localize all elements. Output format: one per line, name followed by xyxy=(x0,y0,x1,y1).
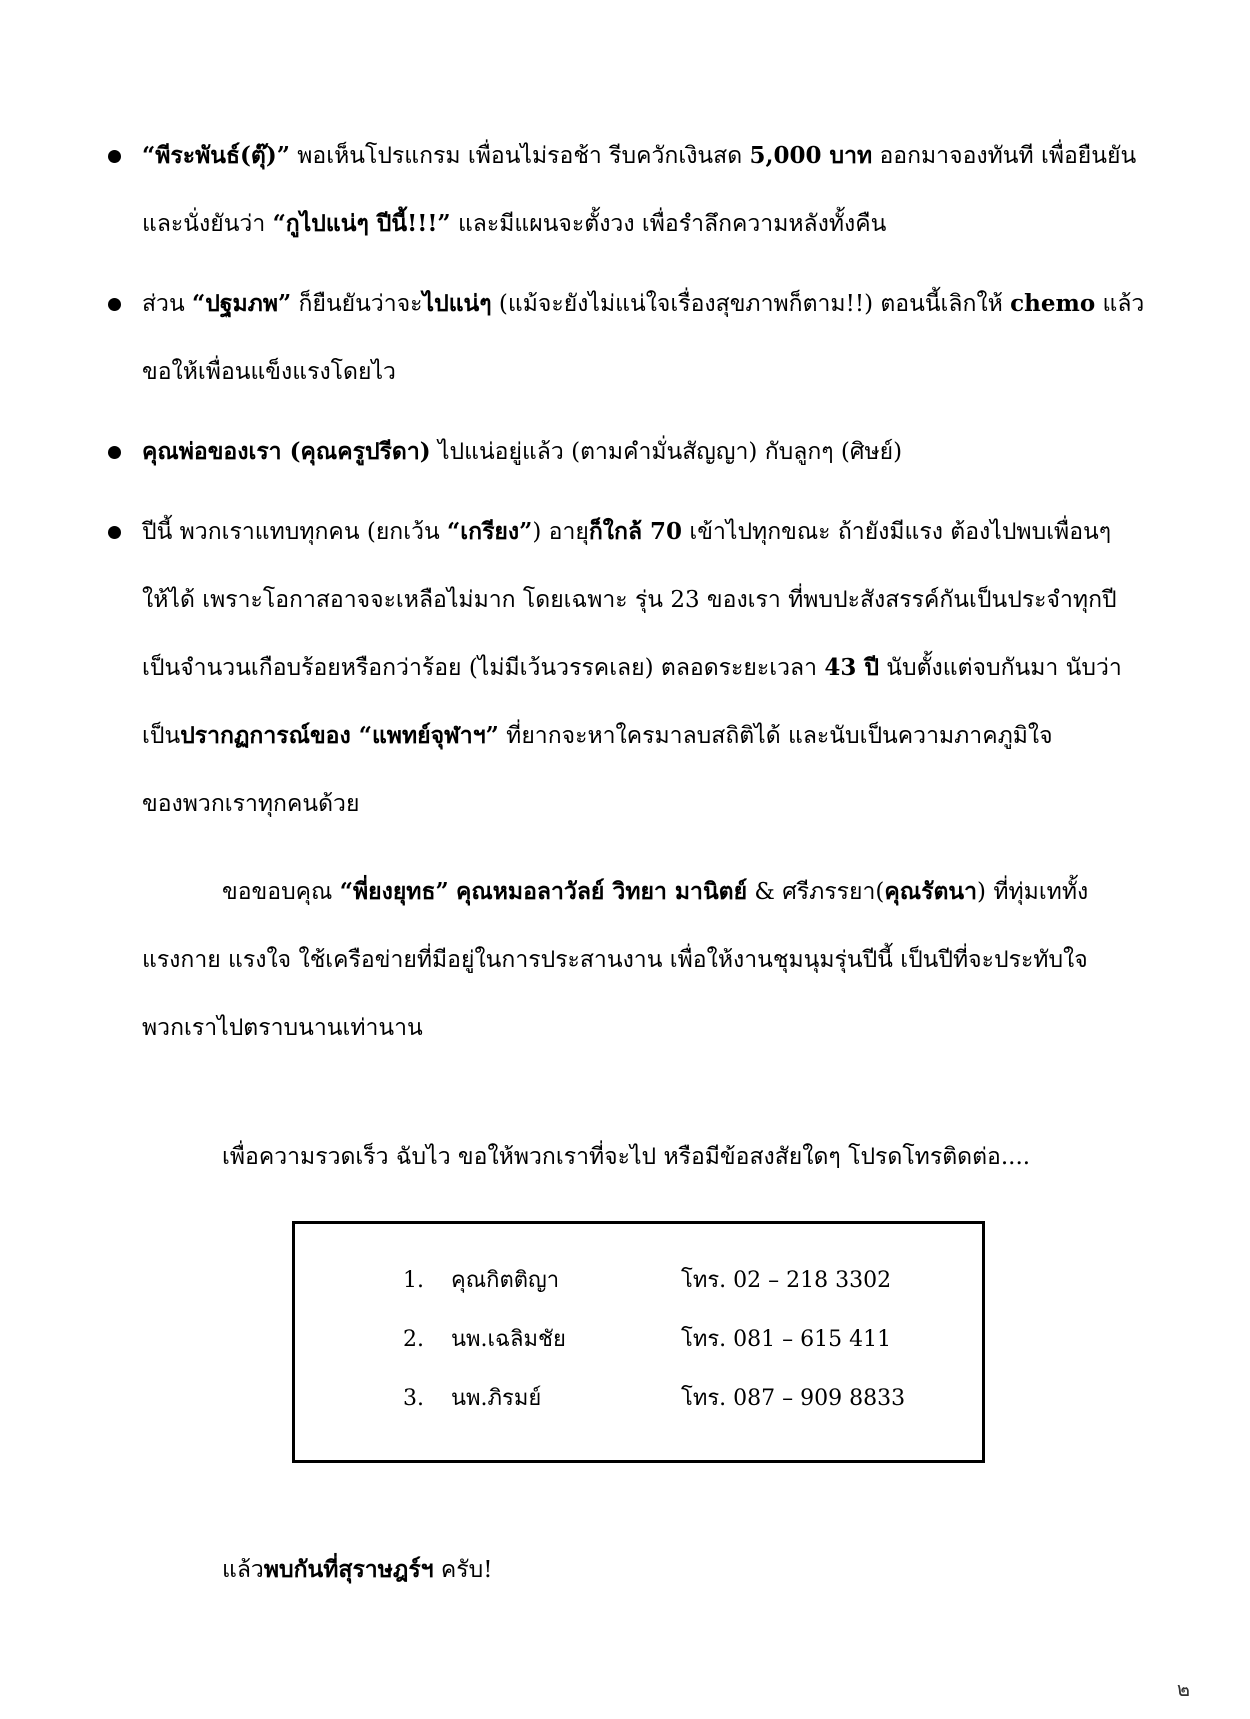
bullet-dot xyxy=(108,446,121,459)
text-line: ขอขอบคุณ “พี่ยงยุทธ” คุณหมอลาวัลย์ วิทยา มานิตย์ & ศรีภรรยา(คุณรัตนา) ที่ทุ่มเททั้ง xyxy=(222,878,1089,905)
contact-phone: โทร. 081 – 615 411 xyxy=(681,1327,892,1352)
closing-line: แล้วพบกันที่สุราษฎร์ฯ ครับ! xyxy=(222,1556,493,1583)
text-line: ของพวกเราทุกคนด้วย xyxy=(142,791,360,817)
page-number: ๒ xyxy=(1176,1677,1190,1701)
text-line: ส่วน “ปฐมภพ” ก็ยืนยันว่าจะไปแน่ๆ (แม้จะยังไม่แน่ใจเรื่องสุขภาพก็ตาม!!) ตอนนี้เลิกให้ chemo แล้ว xyxy=(142,290,1145,317)
bullet-item xyxy=(100,498,1160,838)
contact-row: 1. คุณกิตติญา โทร. 02 – 218 3302 xyxy=(403,1261,891,1301)
contact-row: 3. นพ.ภิรมย์ โทร. 087 – 909 8833 xyxy=(403,1379,905,1419)
text-line: เป็นปรากฏการณ์ของ “แพทย์จุฬาฯ” ที่ยากจะหาใครมาลบสถิติได้ และนับเป็นความภาคภูมิใจ xyxy=(142,722,1053,749)
text-line: ปีนี้ พวกเราแทบทุกคน (ยกเว้น “เกรียง”) อายุก็ใกล้ 70 เข้าไปทุกขณะ ถ้ายังมีแรง ต้องไปพบเพื่อนๆ xyxy=(142,518,1112,545)
bullet-item xyxy=(100,418,1160,486)
bullet-dot xyxy=(108,298,121,311)
bullet-dot xyxy=(108,526,121,539)
bullet-dot xyxy=(108,150,121,163)
contact-phone: โทร. 02 – 218 3302 xyxy=(681,1268,892,1293)
text-line: ให้ได้ เพราะโอกาสอาจจะเหลือไม่มาก โดยเฉพาะ รุ่น 23 ของเรา ที่พบปะสังสรรค์กันเป็นประจำทุกปี xyxy=(142,587,1117,613)
bullet-item xyxy=(100,270,1160,406)
text-line: “พีระพันธ์(ตุ๊)” พอเห็นโปรแกรม เพื่อนไม่รอช้า รีบควักเงินสด 5,000 บาท ออกมาจองทันที เพื่อยืนยัน xyxy=(142,142,1137,169)
contact-name: คุณกิตติญา xyxy=(451,1268,560,1293)
contact-intro: เพื่อความรวดเร็ว ฉับไว ขอให้พวกเราที่จะไป หรือมีข้อสงสัยใดๆ โปรดโทรติดต่อ.... xyxy=(222,1144,1031,1170)
contact-phone: โทร. 087 – 909 8833 xyxy=(681,1386,906,1411)
text-line: และนั่งยันว่า “กูไปแน่ๆ ปีนี้!!!” และมีแผนจะตั้งวง เพื่อรำลึกความหลังทั้งคืน xyxy=(142,210,887,237)
contact-box xyxy=(292,1221,985,1463)
contact-row: 2. นพ.เฉลิมชัย โทร. 081 – 615 411 xyxy=(403,1320,891,1360)
bullet-list xyxy=(100,122,1160,850)
contact-name: นพ.เฉลิมชัย xyxy=(451,1327,566,1352)
text-line: ขอให้เพื่อนแข็งแรงโดยไว xyxy=(142,359,396,385)
thanks-paragraph xyxy=(142,858,1162,1062)
text-line: คุณพ่อของเรา (คุณครูปรีดา) ไปแน่อยู่แล้ว (ตามคำมั่นสัญญา) กับลูกๆ (ศิษย์) xyxy=(142,438,903,465)
text-line: พวกเราไปตราบนานเท่านาน xyxy=(142,1015,423,1041)
bullet-item xyxy=(100,122,1160,258)
text-line: เป็นจำนวนเกือบร้อยหรือกว่าร้อย (ไม่มีเว้นวรรคเลย) ตลอดระยะเวลา 43 ปี นับตั้งแต่จบกันมา นับว่า xyxy=(142,654,1122,681)
contact-name: นพ.ภิรมย์ xyxy=(451,1386,542,1411)
text-line: แรงกาย แรงใจ ใช้เครือข่ายที่มีอยู่ในการประสานงาน เพื่อให้งานชุมนุมรุ่นปีนี้ เป็นปีที่จะประทับใจ xyxy=(142,947,1088,973)
